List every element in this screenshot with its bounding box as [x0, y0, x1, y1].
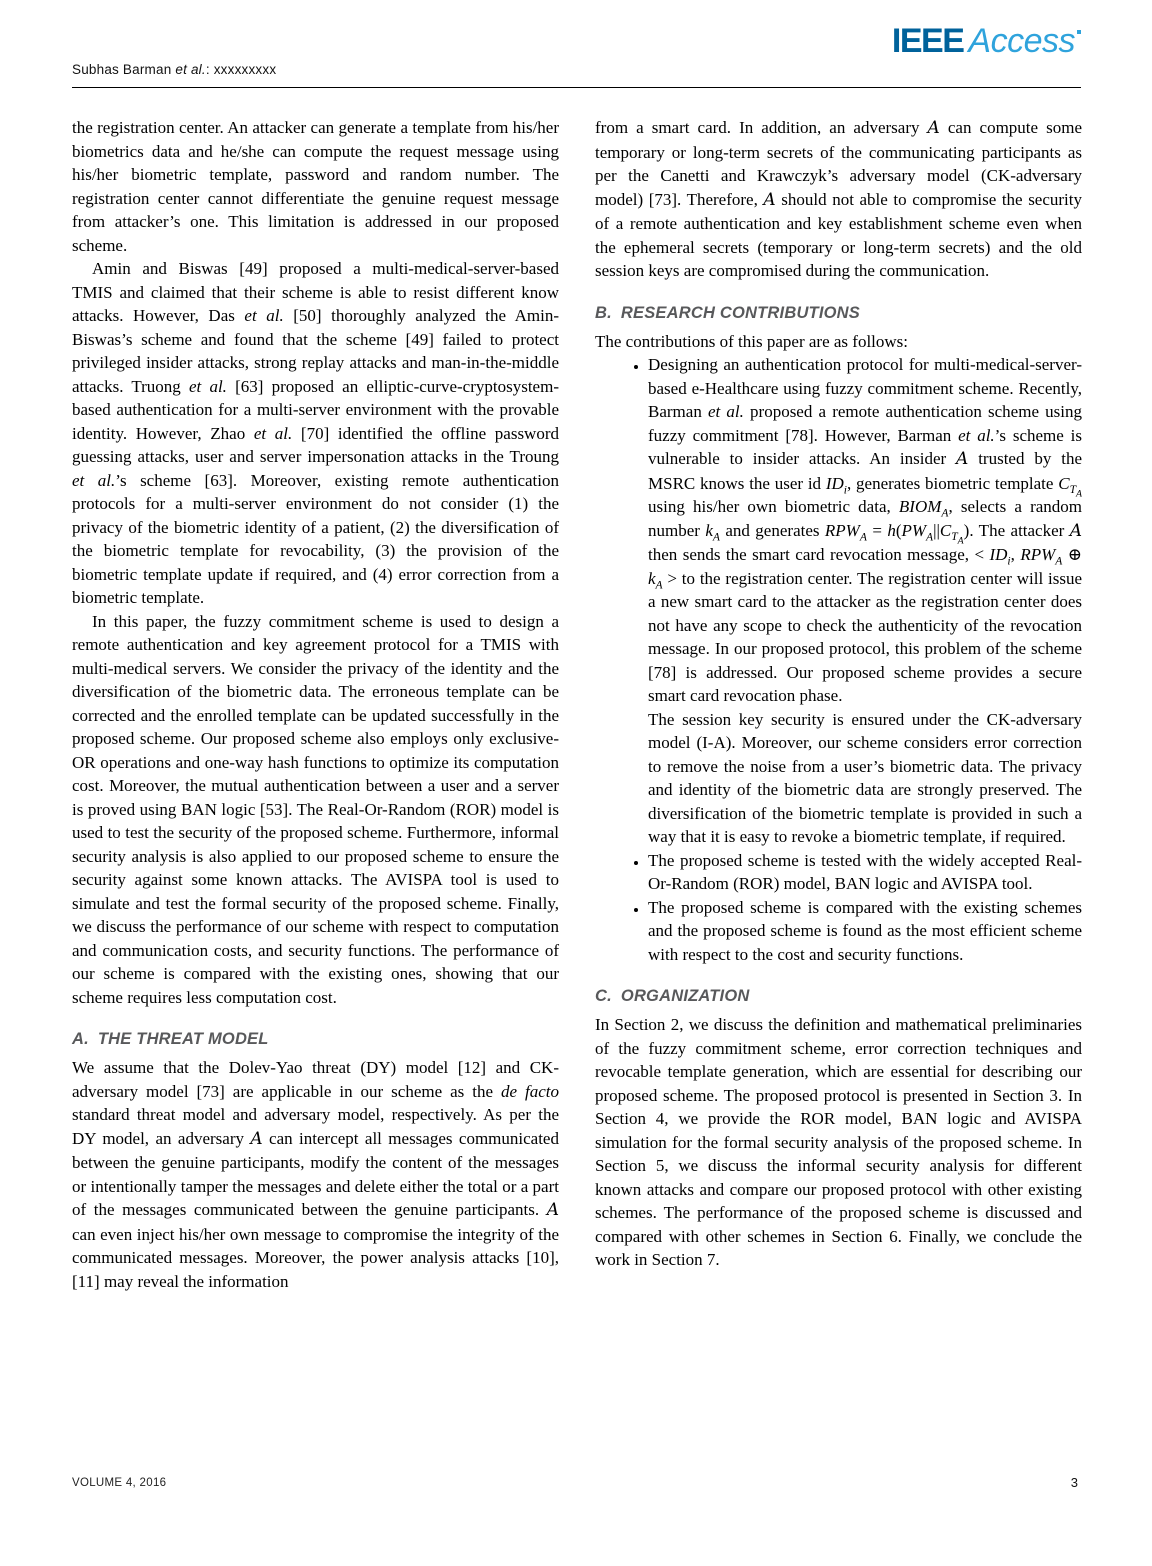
paragraph-registration-center: the registration center. An attacker can generate a template from his/her biometrics data and he/she can compute the request message using his/her biometric template, password and random number. The registration center cannot differentiate the genuine request message from attacker’s one. This limitation is addressed in our proposed scheme. — [72, 118, 559, 255]
paragraph-threat-model: We assume that the Dolev-Yao threat (DY) model [12] and CK-adversary model [73] are applicable in our scheme as the de facto standard threat model and adversary model, respectively. As per the DY model, an adversary A can intercept all messages communicated between the genuine participants, modify the content of the messages or intentionally tamper the messages and delete either the total or a part of the messages communicated between the genuine participants. A can even inject his/her own message to compromise the integrity of the communicated messages. Moreover, the power analysis attacks [10], [11] may reveal the information — [72, 1058, 559, 1291]
paragraph-organization: In Section 2, we discuss the definition and mathematical preliminaries of the fuzzy commitment scheme, error correction techniques and revocable template generation, which are essential for describing our proposed scheme. The proposed protocol is presented in Section 3. In Section 4, we provide the ROR model, BAN logic and AVISPA simulation for the formal security analysis of the proposed scheme. In Section 5, we discuss the informal security analysis for different known attacks and compare our proposed protocol with other existing schemes. The performance of the proposed scheme is discussed and compared with other schemes in Section 6. Finally, we conclude the work in Section 7. — [595, 1015, 1082, 1269]
footer-volume: VOLUME 4, 2016 — [72, 1477, 167, 1489]
running-head: Subhas Barman et al.: xxxxxxxxx — [72, 62, 277, 77]
paragraph-this-paper: In this paper, the fuzzy commitment scheme is used to design a remote authentication and key agreement protocol for a TMIS with multi-medical servers. We consider the privacy of the identity and the diversification of the biometric data. The erroneous template can be corrected and the enrolled template can be updated successfully in the proposed scheme. Our proposed scheme also employs only exclusive-OR operations and one-way hash functions to optimize its computation cost. Moreover, the mutual authentication between a user and a server is proved using BAN logic [53]. The Real-Or-Random (ROR) model is used to test the security of the proposed scheme. Furthermore, informal security analysis is also applied to our proposed scheme to ensure the security against some known attacks. The AVISPA tool is used to simulate and test the formal security of the proposed scheme. Finally, we discuss the performance of our scheme with respect to computation and communication costs, and security functions. The performance of our scheme is compared with the existing ones, showing that our scheme requires less computation cost. — [72, 611, 559, 1007]
right-column — [595, 116, 1082, 1293]
section-heading-threat-model — [72, 1030, 559, 1049]
heading-title: THE THREAT MODEL — [97, 1030, 269, 1048]
bullet-paragraph: The session key security is ensured under the CK-adversary model (I-A). Moreover, our scheme considers error correction to remove the noise from a user’s biometric data. The privacy and identity of the biometric data are strongly preserved. The diversification of the biometric template is provided in such a way that it is easy to revoke a biometric template, if required. — [648, 709, 1082, 846]
logo-ieee-text: IEEE — [891, 22, 964, 60]
heading-prefix: A. — [72, 1030, 89, 1048]
section-heading-organization — [595, 987, 1082, 1006]
section-heading-research-contributions — [595, 304, 1082, 323]
heading-title: RESEARCH CONTRIBUTIONS — [620, 303, 860, 322]
paragraph-smart-card: from a smart card. In addition, an adversary A can compute some temporary or long-term secrets of the communicating participants as per the Canetti and Krawczyk’s adversary model (CK-adversary model) [73]. Therefore, A should not able to compromise the security of a remote authentication and key establishment scheme even when the ephemeral secrets (temporary or long-term secrets) and the old session keys are compromised during the communication. — [595, 118, 1083, 280]
contributions-intro: The contributions of this paper are as follows: — [595, 331, 909, 351]
paragraph-related-work: Amin and Biswas [49] proposed a multi-medical-server-based TMIS and claimed that their scheme is able to resist different know attacks. However, Das et al. [50] thoroughly analyzed the Amin-Biswas’s scheme and found that the scheme [49] failed to protect privileged insider attacks, strong replay attacks and man-in-the-middle attacks. Truong et al. [63] proposed an elliptic-curve-cryptosystem-based authentication for a multi-server environment with the provable identity. However, Zhao et al. [70] identified the offline password guessing attacks, user and server impersonation attacks in the Troung et al.’s scheme [63]. Moreover, existing remote authentication protocols for a multi-server environment do not consider (1) the privacy of the biometric identity of a patient, (2) the diversification of the biometric template for revocability, (3) the provision of the biometric template update if required, and (4) error correction from a biometric template. — [72, 259, 559, 607]
left-column — [72, 116, 559, 1293]
logo-access-text: Access — [968, 22, 1075, 60]
two-column-body — [72, 116, 1082, 1293]
heading-prefix: B. — [595, 303, 612, 322]
contributions-list — [595, 353, 1082, 966]
list-item — [648, 896, 1082, 967]
ieee-access-logo — [892, 24, 1081, 58]
trademark-dot — [1077, 30, 1081, 34]
footer-page-number: 3 — [1070, 1475, 1078, 1490]
bullet-paragraph: • The proposed scheme is compared with the existing schemes and the proposed scheme is found as the most efficient scheme with respect to the cost and security functions. — [648, 897, 1082, 964]
bullet-paragraph: • Designing an authentication protocol for multi-medical-server-based e-Healthcare using fuzzy commitment scheme. Recently, Barman et al. proposed a remote authentication scheme using fuzzy commitment [78]. However, Barman et al.’s scheme is vulnerable to insider attacks. An insider A trusted by the MSRC knows the user id $ID_i$, generates biometric template $C_{T_A}$ using his/her own biometric data, $BIOM_A$, selects a random number $k_A$ and generates $RPW_A = h(PW_A||C_{T_A})$. The attacker A then sends the smart card revocation message, < $ID_i$, $RPW_A$ ⊕ $k_A$ > to the registration center. The registration center will issue a new smart card to the attacker as the registration center does not have any scope to check the authenticity of the revocation message. In our proposed protocol, this problem of the scheme [78] is addressed. Our proposed scheme provides a secure smart card revocation phase. — [648, 355, 1083, 705]
list-item — [648, 849, 1082, 896]
bullet-paragraph: • The proposed scheme is tested with the widely accepted Real-Or-Random (ROR) model, BAN logic and AVISPA tool. — [648, 850, 1082, 893]
list-item — [648, 353, 1082, 849]
heading-title: ORGANIZATION — [620, 987, 750, 1005]
header-rule — [72, 87, 1081, 88]
heading-prefix: C. — [595, 987, 612, 1005]
